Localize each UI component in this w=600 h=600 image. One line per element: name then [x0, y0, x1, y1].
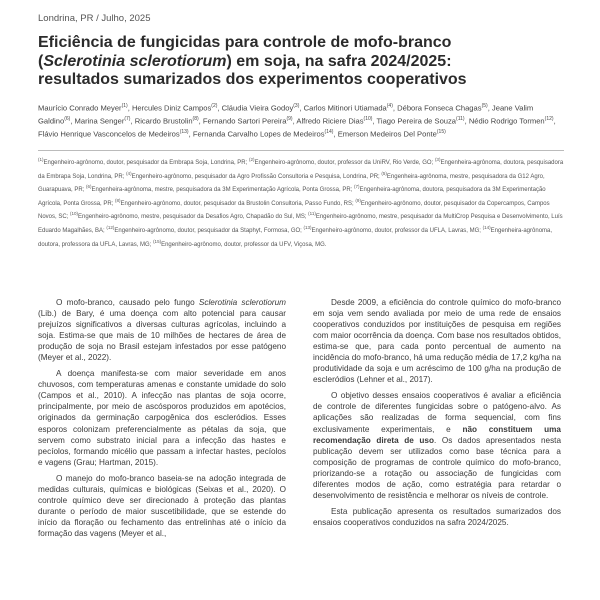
author-name: Débora Fonseca Chagas	[397, 103, 482, 113]
affiliation-text: Engenheiro-agrônomo, doutor, pesquisador da Embrapa Soja, Londrina, PR;	[43, 160, 248, 166]
author-ref: (5)	[481, 103, 488, 109]
affiliation-text: Engenheiro-agrônomo, doutor, professor da UFLA, Lavras, MG;	[311, 227, 481, 234]
affiliation-ref: (4)	[126, 170, 132, 176]
author-name: Fernando Sartori Pereira	[202, 116, 287, 126]
document-title	[38, 34, 558, 90]
author-name: Carlos Mitinori Utiamada	[303, 103, 387, 113]
author-name: Flávio Henrique Vasconcelos de Medeiros	[38, 129, 180, 139]
affiliation-ref: (9)	[355, 197, 361, 203]
affiliation-ref: (6)	[86, 184, 92, 190]
author-ref: (13)	[179, 128, 189, 135]
divider	[38, 150, 564, 151]
author-name: Nédio Rodrigo Tormen	[468, 116, 545, 126]
affiliation-text: Engenheiro-agrônomo, pesquisador da Agro Profissão Consultoria e Pesquisa, Londrina, PR;	[131, 173, 380, 180]
author-name: Jeane Valim Galdino	[38, 103, 534, 126]
affiliations	[38, 155, 564, 250]
affiliation-text: Engenheira-agrônoma, mestre, pesquisadora da G12 Agro, Guarapuava, PR;	[38, 173, 545, 194]
affiliation-text: Engenheira-agrônoma, doutora, pesquisadora da Embrapa Soja, Londrina, PR;	[38, 160, 564, 180]
author-name: Fernanda Carvalho Lopes de Medeiros	[192, 129, 325, 139]
author-ref: (1)	[121, 103, 128, 109]
author-ref: (4)	[386, 103, 393, 109]
affiliation-ref: (13)	[303, 224, 312, 230]
author-name: Tiago Pereira de Souza	[376, 116, 457, 126]
title-line-1: Eficiência de fungicidas para controle de mofo-branco	[38, 34, 452, 51]
affiliation-ref: (15)	[153, 238, 162, 244]
title-species: Sclerotinia sclerotiorum	[43, 52, 227, 70]
affiliation-ref: (2)	[248, 157, 255, 162]
author-ref: (15)	[436, 128, 446, 135]
body-paragraph	[38, 297, 286, 363]
author-ref: (11)	[456, 115, 465, 122]
affiliation-ref: (14)	[482, 224, 491, 230]
text-run: . Os dados apresentados nesta publicação devem ser utilizados como base técnica para a composição de programas de controle químico do mofo-branco, priorizando-se a rotação ou associação de fungicidas com diferentes modos de ação, como estratégia para retardar o desenvolvimento de resistência e melhorar os níveis de controle.	[313, 435, 561, 500]
affiliation-ref: (11)	[308, 211, 316, 217]
affiliation-ref: (3)	[434, 157, 441, 162]
affiliation-ref: (5)	[381, 170, 387, 176]
dateline: Londrina, PR / Julho, 2025	[38, 13, 151, 24]
body-column-left	[38, 297, 286, 544]
affiliation-ref: (7)	[354, 184, 360, 190]
title-open-paren: (	[38, 52, 44, 70]
affiliation-text: Engenheiro-agrônomo, doutor, pesquisador da Brustolin Consultoria, Passo Fundo, RS;	[120, 200, 354, 207]
author-name: Hercules Diniz Campos	[131, 103, 212, 113]
author-ref: (8)	[192, 115, 199, 122]
body-column-right	[313, 297, 561, 533]
body-paragraph	[313, 390, 561, 500]
bold-disclaimer: não constituem uma recomendação direta de uso	[313, 424, 561, 445]
document-page	[38, 0, 564, 600]
author-ref: (7)	[124, 115, 131, 122]
body-paragraph: Desde 2009, a eficiência do controle químico do mofo-branco em soja vem sendo avaliada por meio de uma rede de ensaios cooperativos conduzidos por instituições de pesquisa em regiões com maior ocorrência da doença. Com base nos resultados obtidos, estima-se que, para cada ponto percentual de aumento na incidência do mofo-branco, há uma redução média de 17,2 kg/ha na produtividade da soja e um acréscimo de 100 g/ha na produção de escleródios (Lehner et al., 2017).	[313, 298, 561, 385]
title-line-3: resultados sumarizados dos experimentos cooperativos	[38, 71, 467, 88]
body-paragraph: O manejo do mofo-branco baseia-se na adoção integrada de medidas culturais, químicas e biológicas (Seixas et al., 2020). O controle químico deve ser direcionado à proteção das plantas durante o período de maior suscetibilidade, que se estende do início da floração ou fechamento das entrelinhas até o início da formação das vagens (Meyer et al.,	[38, 473, 286, 538]
author-list: Maurício Conrado Meyer$^{(1)}$, Hercules Diniz Campos$^{(2)}$, Cláudia Vieira Godoy$^{(3)}$, Carlos Mitinori Utiamada$^{(4)}$, Débora Fonseca Chagas$^{(5)}$, Jeane Valim Galdino$^{(6)}$, Marina Senger$^{(7)}$, Ricardo Brustolin$^{(8)}$, Fernando Sartori Pereira$^{(9)}$, Alfredo Riciere Dias$^{(10)}$, Tiago Pereira de Souza$^{(11)}$, Nédio Rodrigo Tormen$^{(12)}$, Flávio Henrique Vasconcelos de Medeiros$^{(13)}$, Fernanda Carvalho Lopes de Medeiros$^{(14)}$, Emerson Medeiros Del Ponte$^{(15)}$	[38, 103, 556, 139]
author-name: Cláudia Vieira Godoy	[221, 103, 294, 113]
affiliation-ref: (8)	[115, 197, 121, 203]
affiliation-text: Engenheira-agrônoma, doutora, pesquisadora da 3M Experimentação Agrícola, Ponta Grossa, PR;	[38, 187, 546, 207]
affiliation-text: Engenheiro-agrônomo, doutor, pesquisador da Staphyt, Formosa, GO;	[114, 227, 302, 234]
affiliation-ref: (10)	[70, 211, 79, 217]
author-ref: (9)	[286, 115, 293, 122]
affiliation-text: Engenheira-agrônoma, doutora, professora da UFLA, Lavras, MG;	[38, 227, 553, 248]
affiliation-text: Engenheiro-agrônomo, doutor, pesquisador da Copercampos, Campos Novos, SC;	[38, 200, 550, 221]
affiliation-ref: (12)	[106, 224, 115, 230]
affiliation-text: Engenheiro-agrônomo, mestre, pesquisador da Desafios Agro, Chapadão do Sul, MS;	[78, 214, 307, 221]
title-line-2-rest: ) em soja, na safra 2024/2025:	[226, 52, 452, 70]
author-name: Marina Senger	[74, 116, 125, 126]
author-ref: (10)	[363, 115, 373, 122]
author-name: Alfredo Riciere Dias	[296, 116, 364, 126]
author-ref: (3)	[293, 103, 300, 109]
author-ref: (6)	[64, 115, 71, 122]
body-paragraph: A doença manifesta-se com maior severidade em anos chuvosos, com temperaturas amenas e constante umidade do solo (Campos et al., 2010). A infecção nas plantas de soja ocorre, principalmente, por meio de ascósporos produzidos em apotécios, originados da germinação carpogênica dos escleródios. Esses esporos colonizam preferencialmente as pétalas da soja, que servem como substrato inicial para a infecção das hastes e pecíolos, formando micélio que passam a infectar hastes, pecíolos e vagens (Grau; Hartman, 2015).	[38, 369, 286, 467]
affiliation-text: Engenheiro-agrônomo, doutor, professor da UniRV, Rio Verde, GO;	[254, 160, 434, 166]
text-run: (Lib.) de Bary, é uma doença com alto potencial para causar prejuízos significativos a diversas culturas agrícolas, incluindo a soja. Estima-se que mais de 10 milhões de hectares de área de produção de soja no Brasil estejam infestados por esse patógeno (Meyer et al., 2022).	[38, 309, 286, 363]
affiliation-ref: (1)	[38, 157, 44, 162]
author-ref: (12)	[544, 115, 554, 122]
species-name: Sclerotinia sclerotiorum	[198, 298, 286, 307]
affiliation-text: Engenheiro-agrônomo, mestre, pesquisador da MultiCrop Pesquisa e Desenvolvimento, Luís Eduardo Magalhães, BA;	[38, 214, 563, 234]
body-paragraph: Esta publicação apresenta os resultados sumarizados dos ensaios cooperativos conduzidos na safra 2024/2025.	[313, 506, 561, 527]
author-ref: (2)	[211, 103, 218, 109]
author-ref: (14)	[324, 128, 334, 135]
author-name: Ricardo Brustolin	[134, 116, 193, 126]
text-run: O objetivo desses ensaios cooperativos é avaliar a eficiência de controle de diferentes fungicidas sobre o patógeno-alvo. As aplicações são realizadas de forma sequencial, com fins exclusivamente experimentais, e	[313, 391, 561, 434]
affiliation-text: Engenheiro-agrônomo, doutor, professor da UFV, Viçosa, MG.	[161, 241, 327, 248]
text-run: O mofo-branco, causado pelo fungo	[56, 298, 199, 307]
author-name: Maurício Conrado Meyer	[38, 103, 122, 113]
author-name: Emerson Medeiros Del Ponte	[337, 129, 437, 139]
affiliation-text: Engenheira-agrônoma, mestre, pesquisadora da 3M Experimentação Agrícola, Ponta Grossa, PR;	[91, 187, 353, 194]
